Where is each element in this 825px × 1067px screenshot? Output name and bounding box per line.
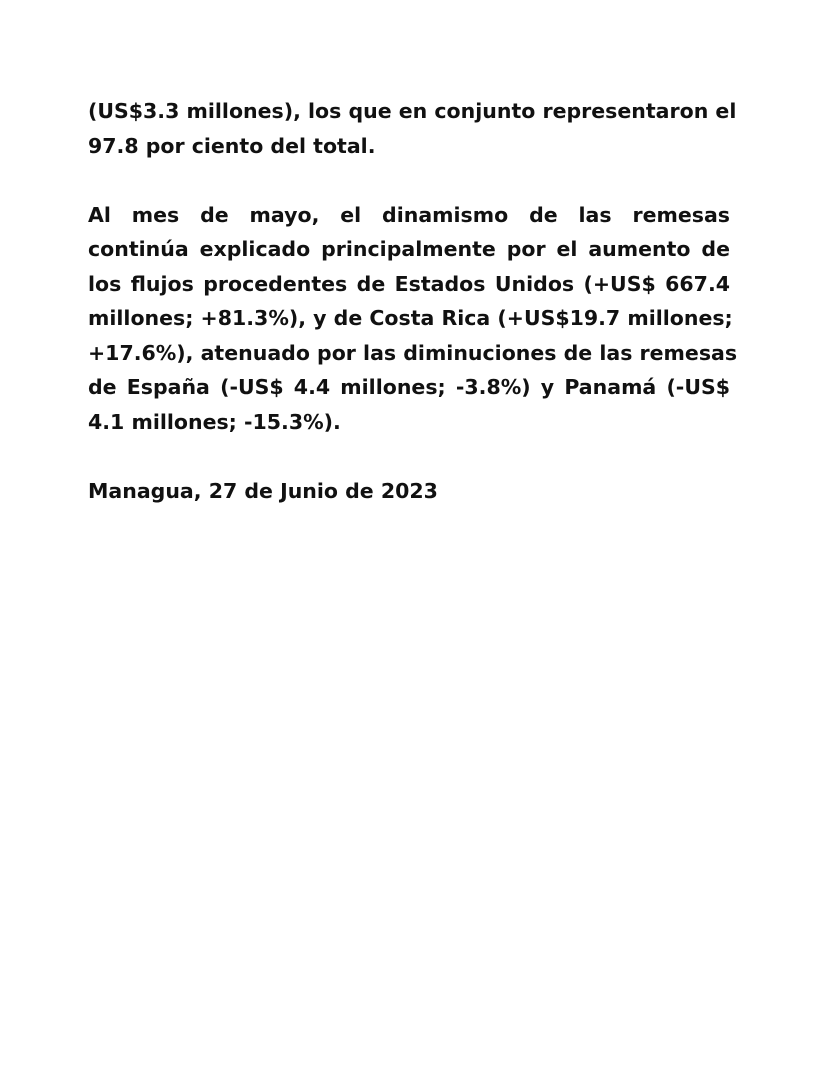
text-line: los flujos procedentes de Estados Unidos (+US$ 667.4 xyxy=(88,271,730,296)
paragraph-may-dynamics xyxy=(88,198,738,440)
place-date: Managua, 27 de Junio de 2023 xyxy=(88,478,438,503)
text-line: millones; +81.3%), y de Costa Rica (+US$19.7 millones; xyxy=(88,306,733,330)
text-line: +17.6%), atenuado por las diminuciones de las remesas xyxy=(88,340,738,365)
text-line: Al mes de mayo, el dinamismo de las remesas xyxy=(88,202,730,227)
text-line: continúa explicado principalmente por el aumento de xyxy=(88,237,730,261)
place-date-line xyxy=(88,474,730,509)
paragraph-remittance-share xyxy=(88,94,737,163)
document-body xyxy=(88,94,738,508)
text-line: 4.1 millones; -15.3%). xyxy=(88,409,341,434)
text-line: (US$3.3 millones), los que en conjunto representaron el xyxy=(88,99,737,123)
text-line: de España (-US$ 4.4 millones; -3.8%) y Panamá (-US$ xyxy=(88,375,730,399)
text-line: 97.8 por ciento del total. xyxy=(88,133,376,158)
